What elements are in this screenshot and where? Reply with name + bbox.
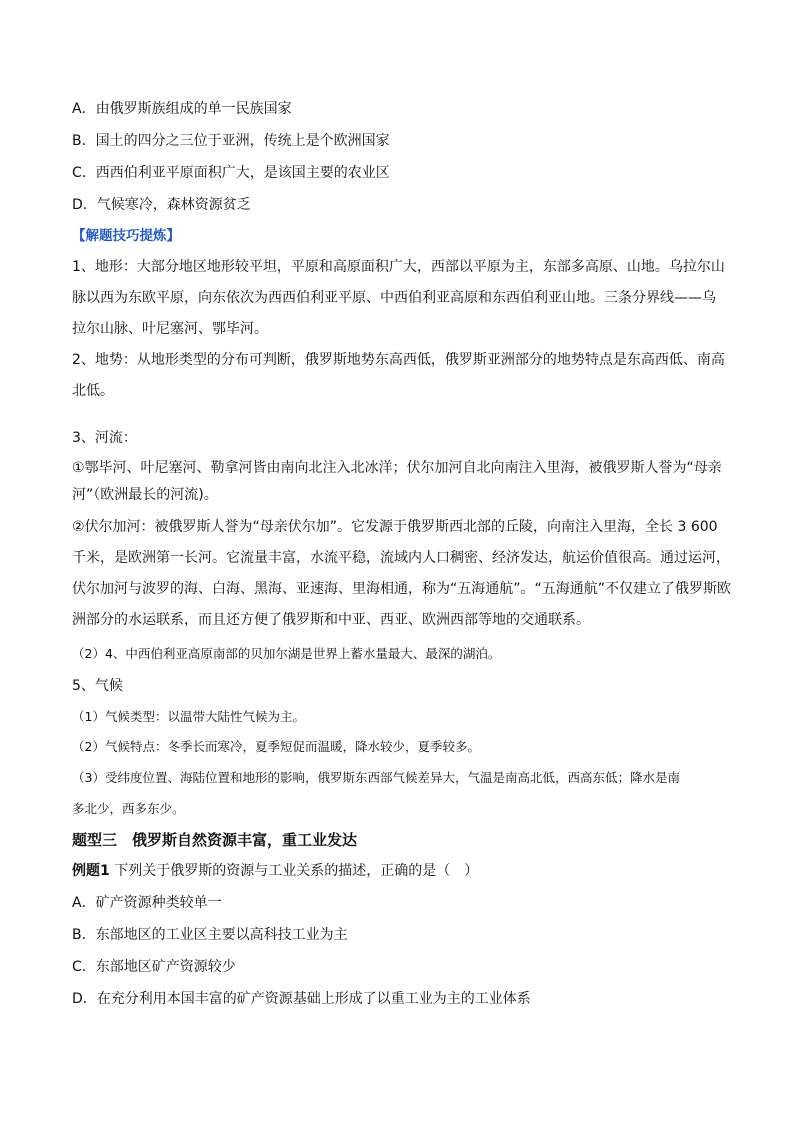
rivers-heading: 3、河流： [72, 430, 137, 446]
section-title: 题型三 俄罗斯自然资源丰富，重工业发达 [72, 831, 358, 849]
example-question: 下列关于俄罗斯的资源与工业关系的描述，正确的是（ ） [109, 863, 479, 879]
tips-heading: 【解题技巧提炼】 [72, 228, 180, 244]
s3-option-c: C．东部地区矿产资源较少 [72, 959, 236, 975]
rivers-1-line-2: 河”（欧洲最长的河流)。 [72, 487, 218, 503]
climate-heading: 5、气候 [72, 678, 123, 694]
option-c: C．西西伯利亚平原面积广大，是该国主要的农业区 [72, 165, 390, 181]
climate-factors-line-2: 多北少，西多东少。 [72, 801, 185, 816]
option-d: D．气候寒冷，森林资源贫乏 [72, 197, 251, 213]
terrain-line-2: 脉以西为东欧平原，向东依次为西西伯利亚平原、中西伯利亚高原和东西伯利亚山地。三条分界线——乌 [72, 290, 716, 306]
s3-option-d: D．在充分利用本国丰富的矿产资源基础上形成了以重工业为主的工业体系 [72, 991, 531, 1007]
rivers-2-line-3: 伏尔加河与波罗的海、白海、黑海、亚速海、里海相通，称为“五海通航”。“五海通航”不仅建立了俄罗斯欧 [72, 581, 732, 597]
rivers-1-line-1: ①鄂毕河、叶尼塞河、勒拿河皆由南向北注入北冰洋；伏尔加河自北向南注入里海，被俄罗斯人誉为“母亲 [72, 460, 722, 476]
terrain-line-3: 拉尔山脉、叶尼塞河、鄂毕河。 [72, 321, 268, 337]
s3-option-b: B．东部地区的工业区主要以高科技工业为主 [72, 927, 348, 943]
lake-note: （2）4、中西伯利亚高原南部的贝加尔湖是世界上蓄水量最大、最深的湖泊。 [72, 646, 501, 661]
climate-features: （2）气候特点：冬季长而寒冷，夏季短促而温暖，降水较少，夏季较多。 [72, 739, 480, 754]
terrain-line-1: 1、地形：大部分地区地形较平坦，平原和高原面积广大，西部以平原为主，东部多高原、山地。乌拉尔山 [72, 259, 725, 275]
rivers-2-line-4: 洲部分的水运联系，而且还方便了俄罗斯和中亚、西亚、欧洲西部等地的交通联系。 [72, 612, 590, 628]
option-a: A．由俄罗斯族组成的单一民族国家 [72, 101, 292, 117]
example-label: 例题1 [72, 863, 110, 879]
slope-line-2: 北低。 [72, 383, 114, 399]
rivers-2-line-2: 千米，是欧洲第一长河。它流量丰富，水流平稳，流域内人口稠密、经济发达，航运价值很高。通过运河， [72, 550, 730, 566]
example-question-line [72, 862, 732, 880]
climate-factors-line-1: （3）受纬度位置、海陆位置和地形的影响，俄罗斯东西部气候差异大，气温是南高北低，西高东低；降水是南 [72, 770, 680, 785]
slope-line-1: 2、地势：从地形类型的分布可判断，俄罗斯地势东高西低，俄罗斯亚洲部分的地势特点是东高西低、南高 [72, 352, 725, 368]
rivers-2-line-1: ②伏尔加河：被俄罗斯人誉为“母亲伏尔加”。它发源于俄罗斯西北部的丘陵，向南注入里海，全长 3 600 [72, 519, 718, 535]
option-b: B．国土的四分之三位于亚洲，传统上是个欧洲国家 [72, 133, 390, 149]
climate-type: （1）气候类型：以温带大陆性气候为主。 [72, 709, 305, 724]
s3-option-a: A．矿产资源种类较单一 [72, 895, 222, 911]
